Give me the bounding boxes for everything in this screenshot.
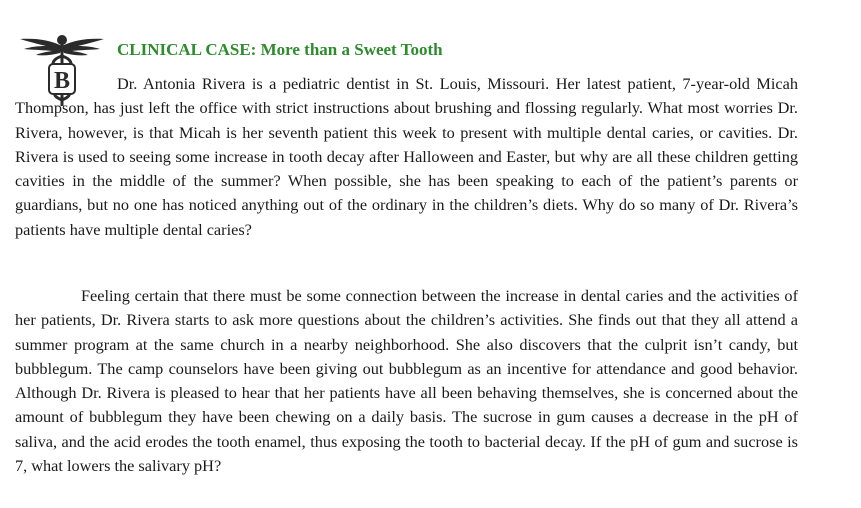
case-paragraph-2: Feeling certain that there must be some connection between the increase in dental caries and the activities of her patients, Dr. Rivera starts to ask more questions about the children’s activities. She finds out that they all attend a summer program at the same church in a nearby neighborhood. She also discovers that the culprit isn’t candy, but bubblegum. The camp counselors have been giving out bubblegum as an incentive for attendance and good behavior. Although Dr. Rivera is pleased to hear that her patients have all been behaving themselves, she is concerned about the amount of bubblegum they have been chewing on a daily basis. The sucrose in gum causes a decrease in the pH of saliva, and the acid erodes the tooth enamel, thus exposing the tooth to bacterial decay. If the pH of gum and sucrose is 7, what lowers the salivary pH? (15, 286, 798, 476)
case-paragraph-1: Dr. Antonia Rivera is a pediatric dentist in St. Louis, Missouri. Her latest patient, 7-year-old Micah Thompson, has just left the office with strict instructions about brushing and flossing regularly. What most worries Dr. Rivera, however, is that Micah is her seventh patient this week to present with multiple dental caries, or cavities. Dr. Rivera is used to seeing some increase in tooth decay after Halloween and Easter, but why are all these children getting cavities in the middle of the summer? When possible, she has been speaking to each of the patient’s parents or guardians, but no one has noticed anything out of the ordinary in the children’s diets. Why do so many of Dr. Rivera’s patients have multiple dental caries? (15, 74, 798, 239)
svg-text:B: B (53, 68, 71, 94)
case-title: CLINICAL CASE: More than a Sweet Tooth (117, 40, 443, 59)
